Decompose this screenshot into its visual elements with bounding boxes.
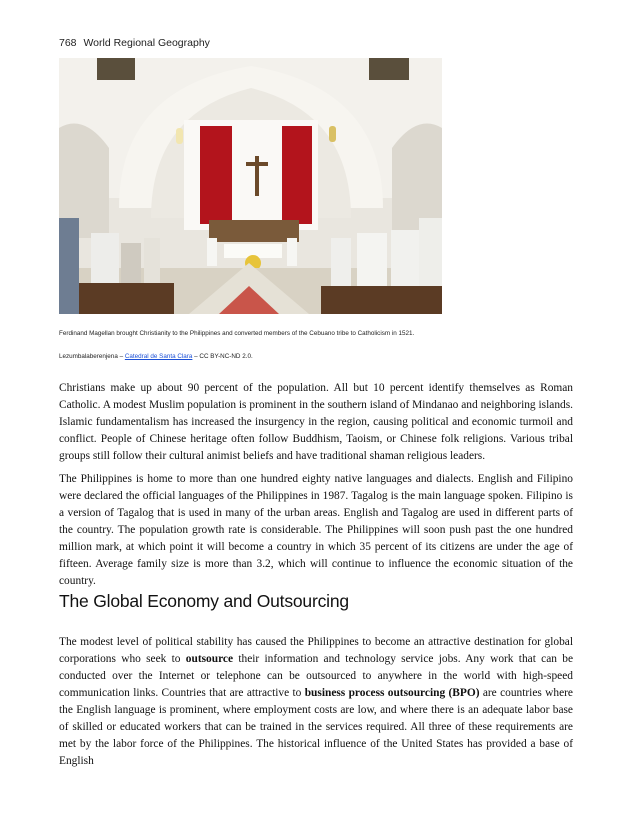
key-term-outsource: outsource [185,653,234,665]
figure-caption: Ferdinand Magellan brought Christianity to the Philippines and converted members of the Cebuano tribe to Catholicism in 1521. [59,330,415,337]
cathedral-interior-image [59,58,442,314]
cathedral-photo [59,58,442,314]
page-number: 768 [59,37,77,49]
running-header [59,37,210,49]
paragraph-languages: The Philippines is home to more than one hundred eighty native languages and dialects. English and Filipino were declared the official languages of the Philippines in 1987. Tagalog is the main language spoken. Filipino is a version of Tagalog that is used in many of the urban areas. English and Tagalog are used in different parts of the country. The population growth rate is considerable. The Philippines will soon push past the one hundred million mark, at which point it will become a country in which 35 percent of its citizens are under the age of fifteen. Average family size is more than 3.2, which will continue to influence the economic situation of the country. [59,473,573,587]
paragraph-text: their information and technology service jobs. Any work that can be conducted over the Internet or telephone can be outsourced to anywhere in the world with high-speed communication links. Countries that are attractive to [59,653,573,699]
book-title: World Regional Geography [83,37,210,49]
paragraph-religion: Christians make up about 90 percent of the population. All but 10 percent identify themselves as Roman Catholic. A modest Muslim population is prominent in the southern island of Mindanao and neighboring islands. Islamic fundamentalism has increased the insurgency in the region, causing political and economic turmoil and conflict. People of Chinese heritage often follow Buddhism, Taoism, or Chinese folk religions. Various tribal groups still follow their cultural animist beliefs and have traditional shaman religious leaders. [59,382,573,462]
credit-author: Lezumbalaberenjena [59,353,118,360]
key-term-bpo: business process outsourcing (BPO) [304,687,480,699]
paragraph-outsourcing [59,634,573,770]
credit-separator: – [117,353,125,360]
credit-separator: – [192,353,200,360]
paragraph-text: The modest level of political stability has caused the Philippines to become an attractive destination for global corporations who seek to [59,636,573,665]
paragraph-text: are countries where the English language is prominent, where employment costs are low, and where there is an adequate labor base of skilled or educated workers that can be trained in the services required. All three of these requirements are met by the labor force of the Philippines. The historical influence of the United States has provided a base of English [59,687,573,767]
section-heading: The Global Economy and Outsourcing [59,591,349,611]
credit-license: CC BY-NC-ND 2.0. [199,353,253,360]
credit-source-link[interactable]: Catedral de Santa Clara [124,353,193,360]
figure-credit [59,353,253,360]
